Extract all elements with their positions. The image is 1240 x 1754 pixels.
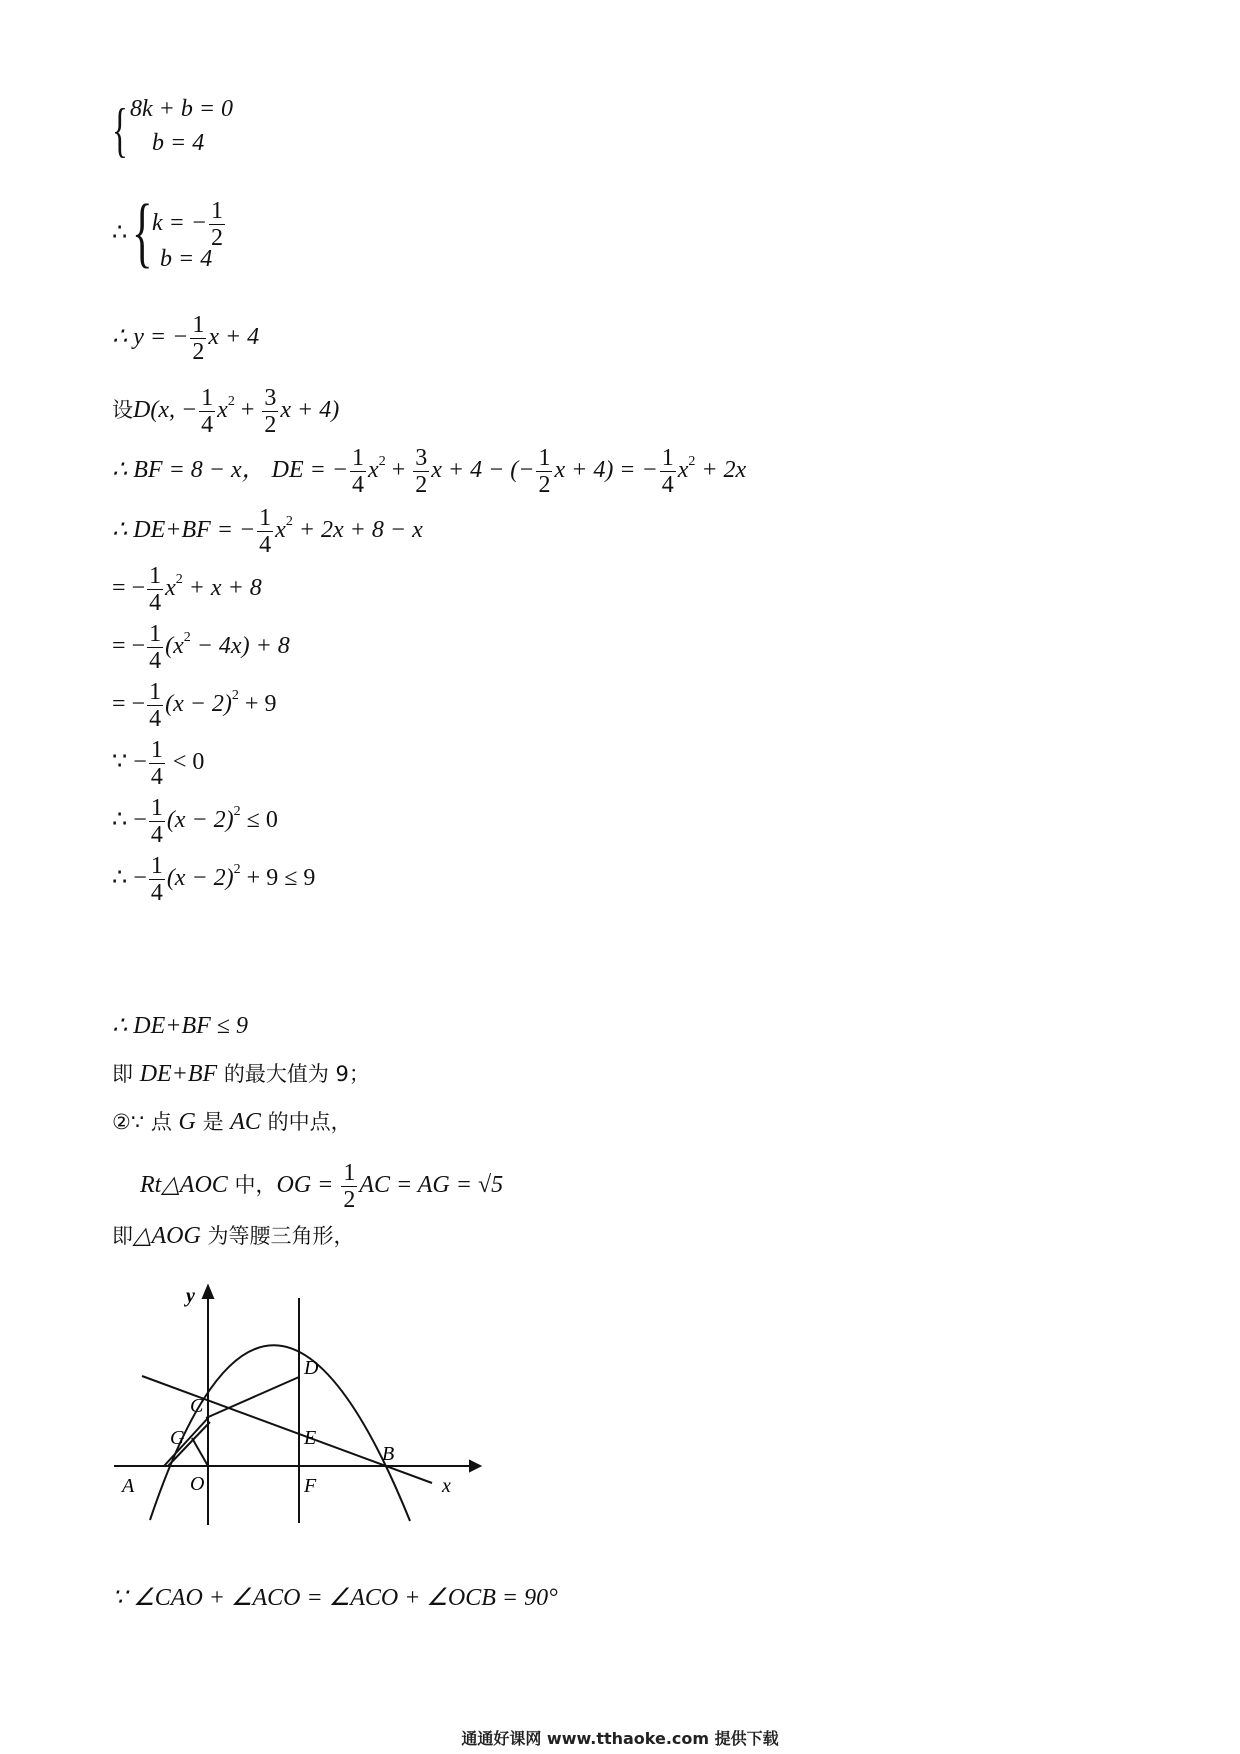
system1-row2: b = 4 <box>152 130 205 156</box>
label-F: F <box>304 1475 317 1497</box>
line-max-value: 即 DE+BF 的最大值为 9； <box>112 1061 370 1087</box>
label-E: E <box>304 1427 317 1449</box>
line-midpoint: ②∵ 点 G 是 AC 的中点， <box>112 1109 352 1135</box>
segment-OG <box>192 1438 208 1466</box>
geometry-figure <box>110 1280 490 1540</box>
label-y: y <box>186 1285 195 1307</box>
line-angles: ∵ ∠CAO + ∠ACO = ∠ACO + ∠OCB = 90° <box>112 1585 558 1611</box>
line-step-1: ∴ DE+BF = − $\frac{1}{4}$ $x^2 + 2x + 8 - x$ <box>112 505 423 558</box>
system2-k: k = − <box>152 210 208 237</box>
parabola <box>150 1345 410 1521</box>
line-y-equation: ∴ y = − $\frac{1}{2}$ x + 4 <box>112 312 260 365</box>
line-bf-de: ∴ BF = 8 − x， DE = − $\frac{1}{4}$ $x^2$ + $\frac{3}{2}$ x + 4 − (− $\frac{1}{2}$ x + 4) = − $\frac{1}{4}$ $x^2 + 2x$ <box>112 445 747 498</box>
line-isosceles: 即△AOG 为等腰三角形， <box>112 1223 355 1249</box>
line-step-2: = − $\frac{1}{4}$ $x^2 + x + 8$ <box>112 563 262 616</box>
line-step-3: = − $\frac{1}{4}$ $(x^2 - 4x) + 8$ <box>112 621 290 674</box>
page-footer: 通通好课网 www.tthaoke.com 提供下载 <box>461 1729 779 1748</box>
brace: { <box>132 188 153 275</box>
label-D: D <box>304 1357 319 1379</box>
label-G: G <box>170 1427 185 1449</box>
x-axis-arrow <box>470 1461 480 1471</box>
brace: { <box>112 97 128 163</box>
label-O: O <box>190 1473 205 1495</box>
segment-CD <box>206 1377 299 1418</box>
line-step-5: ∵ − $\frac{1}{4}$ < 0 <box>112 737 205 790</box>
line-step-7: ∴ − $\frac{1}{4}$ $(x - 2)^2 + 9 \le 9$ <box>112 853 316 906</box>
label-x: x <box>442 1475 451 1497</box>
fraction: $\frac{1}{2}$ <box>211 198 224 251</box>
system2-b: b = 4 <box>160 246 213 272</box>
line-step-4: = − $\frac{1}{4}$ $(x - 2)^2 + 9$ <box>112 679 277 732</box>
label-C: C <box>190 1395 204 1417</box>
therefore-symbol: ∴ <box>112 220 128 246</box>
y-axis-arrow <box>203 1286 213 1298</box>
label-A: A <box>122 1475 135 1497</box>
line-set-D: 设D(x, − $\frac{1}{4}$ $x^2$ + $\frac{3}{2}$ x + 4) <box>112 385 340 438</box>
equation-system-1 <box>112 96 312 176</box>
line-step-6: ∴ − $\frac{1}{4}$ $(x - 2)^2 \le 0$ <box>112 795 278 848</box>
system1-row1: 8k + b = 0 <box>130 96 234 122</box>
label-B: B <box>382 1443 395 1465</box>
line-step-8: ∴ DE+BF ≤ 9 <box>112 1013 248 1039</box>
line-og: Rt△AOC 中，OG = $\frac{1}{2}$ AC = AG = √5 <box>140 1160 504 1213</box>
equation-system-2 <box>112 188 312 288</box>
